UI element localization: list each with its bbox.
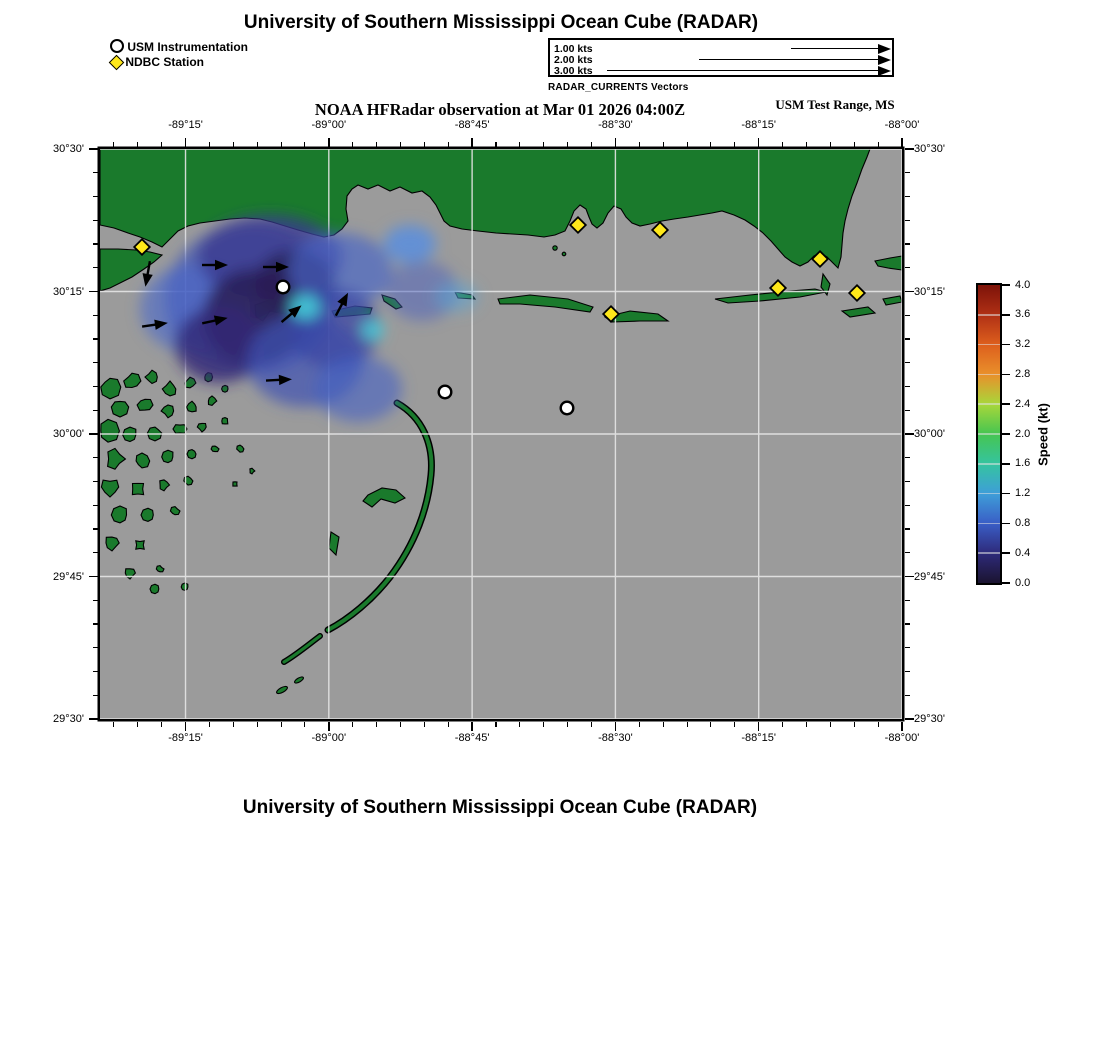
lat-tick-label: 30°00': [914, 428, 945, 440]
axis-tick: [89, 576, 98, 578]
axis-tick: [878, 142, 879, 147]
lon-tick-label: -88°00': [884, 119, 920, 131]
map: [100, 149, 902, 719]
colorbar-tick: [1001, 463, 1010, 465]
axis-tick: [905, 220, 910, 221]
vector-scale-line: [699, 59, 878, 61]
colorbar-tick: [1001, 552, 1010, 554]
axis-tick: [615, 138, 617, 147]
axis-tick: [905, 196, 910, 197]
colorbar-tick: [1001, 403, 1010, 405]
axis-tick: [93, 220, 98, 221]
axis-tick: [687, 722, 688, 727]
axis-tick: [137, 722, 138, 727]
axis-tick: [905, 386, 910, 387]
colorbar-tick-label: 0.0: [1015, 576, 1031, 589]
axis-tick: [113, 722, 114, 727]
colorbar-label: Speed (kt): [1035, 403, 1051, 466]
colorbar-tick-label: 3.6: [1015, 308, 1031, 321]
axis-tick: [495, 142, 496, 147]
axis-tick: [233, 722, 234, 727]
axis-tick: [905, 267, 910, 268]
colorbar-tick-label: 4.0: [1015, 278, 1031, 291]
axis-tick: [89, 148, 98, 150]
usm-instrumentation-icon: [110, 39, 124, 53]
axis-tick: [93, 647, 98, 648]
axis-tick: [93, 362, 98, 363]
axis-tick: [543, 142, 544, 147]
lon-tick-label: -88°15': [741, 119, 777, 131]
axis-tick: [905, 148, 914, 150]
axis-tick: [376, 142, 377, 147]
axis-tick: [905, 362, 910, 363]
axis-tick: [328, 138, 330, 147]
axis-tick: [352, 142, 353, 147]
axis-tick: [758, 138, 760, 147]
lon-tick-label: -89°15': [168, 732, 203, 744]
vector-scale-line: [791, 48, 878, 50]
axis-tick: [93, 600, 98, 601]
usm-instrument-marker: [277, 281, 290, 294]
legend-item-usm: [110, 39, 248, 53]
axis-tick: [93, 481, 98, 482]
axis-tick: [93, 695, 98, 696]
axis-tick: [281, 722, 282, 727]
axis-tick: [304, 722, 305, 727]
colorbar-tick-label: 2.0: [1015, 427, 1031, 440]
vector-scale-arrowhead-icon: [878, 44, 891, 54]
axis-tick: [905, 576, 914, 578]
axis-tick: [352, 722, 353, 727]
axis-tick: [543, 722, 544, 727]
colorbar-tick: [1001, 582, 1010, 584]
vector-scale-label: 3.00 kts: [554, 64, 593, 77]
axis-tick: [901, 138, 903, 147]
axis-tick: [400, 142, 401, 147]
colorbar-tick-cross: [978, 314, 1000, 316]
axis-tick: [519, 142, 520, 147]
lon-tick-label: -88°15': [741, 732, 777, 744]
axis-tick: [376, 722, 377, 727]
axis-tick: [663, 722, 664, 727]
axis-tick: [806, 142, 807, 147]
axis-tick: [734, 722, 735, 727]
axis-tick: [471, 138, 473, 147]
axis-tick: [758, 722, 760, 731]
lat-tick-label: 29°30': [914, 713, 945, 725]
colorbar-tick: [1001, 344, 1010, 346]
axis-tick: [905, 623, 910, 624]
lat-tick-label: 30°30': [914, 143, 945, 155]
axis-tick: [639, 722, 640, 727]
colorbar-tick-cross: [978, 523, 1000, 525]
lat-tick-label: 30°30': [53, 143, 84, 155]
lon-tick-label: -88°45': [454, 732, 490, 744]
axis-tick: [233, 142, 234, 147]
colorbar-tick: [1001, 523, 1010, 525]
axis-tick: [93, 338, 98, 339]
colorbar-tick: [1001, 433, 1010, 435]
axis-tick: [905, 410, 910, 411]
vector-scale-arrowhead-icon: [878, 66, 891, 76]
axis-tick: [424, 722, 425, 727]
axis-tick: [591, 142, 592, 147]
axis-tick: [93, 552, 98, 553]
colorbar-tick-cross: [978, 433, 1000, 435]
axis-tick: [901, 722, 903, 731]
axis-tick: [663, 142, 664, 147]
lon-tick-label: -89°00': [311, 119, 347, 131]
colorbar-tick-label: 0.8: [1015, 516, 1031, 529]
axis-tick: [905, 505, 910, 506]
axis-tick: [93, 172, 98, 173]
axis-tick: [519, 722, 520, 727]
lat-tick-label: 29°30': [53, 713, 84, 725]
vector-scale-box: [548, 38, 894, 77]
axis-tick: [137, 142, 138, 147]
vector-scale-line: [607, 70, 878, 72]
lon-tick-label: -89°15': [168, 119, 203, 131]
axis-tick: [905, 671, 910, 672]
lon-tick-label: -88°30': [598, 119, 633, 131]
colorbar-tick: [1001, 493, 1010, 495]
axis-tick: [448, 142, 449, 147]
lon-tick-label: -88°45': [454, 119, 490, 131]
axis-tick: [854, 142, 855, 147]
ndbc-station-marker: [652, 222, 668, 238]
lon-tick-label: -88°00': [884, 732, 920, 744]
colorbar-tick-label: 0.4: [1015, 546, 1031, 559]
axis-tick: [89, 291, 98, 293]
lat-tick-label: 30°00': [53, 428, 84, 440]
axis-tick: [905, 528, 910, 529]
axis-tick: [639, 142, 640, 147]
axis-tick: [113, 142, 114, 147]
axis-tick: [161, 142, 162, 147]
axis-tick: [830, 722, 831, 727]
axis-tick: [209, 722, 210, 727]
axis-tick: [93, 410, 98, 411]
colorbar-tick-label: 3.2: [1015, 338, 1031, 351]
axis-tick: [905, 243, 910, 244]
legend-item-ndbc: [111, 55, 204, 69]
map-svg: [100, 149, 902, 719]
axis-tick: [854, 722, 855, 727]
colorbar-tick: [1001, 314, 1010, 316]
axis-tick: [400, 722, 401, 727]
axis-tick: [93, 457, 98, 458]
axis-tick: [615, 722, 617, 731]
axis-tick: [905, 291, 914, 293]
ndbc-station-marker: [570, 217, 586, 233]
vector-scale-label: 1.00 kts: [554, 42, 593, 55]
axis-tick: [185, 722, 187, 731]
lat-tick-label: 29°45': [914, 570, 945, 583]
axis-tick: [328, 722, 330, 731]
axis-tick: [93, 386, 98, 387]
legend-label-usm: USM Instrumentation: [127, 40, 249, 54]
axis-tick: [281, 142, 282, 147]
lat-tick-label: 30°15': [53, 285, 84, 298]
axis-tick: [89, 433, 98, 435]
axis-tick: [591, 722, 592, 727]
axis-tick: [710, 142, 711, 147]
axis-tick: [93, 671, 98, 672]
axis-tick: [257, 142, 258, 147]
colorbar-tick-cross: [978, 463, 1000, 465]
axis-tick: [710, 722, 711, 727]
colorbar-tick-cross: [978, 552, 1000, 554]
axis-tick: [257, 722, 258, 727]
axis-tick: [93, 315, 98, 316]
axis-tick: [471, 722, 473, 731]
colorbar-tick: [1001, 374, 1010, 376]
axis-tick: [830, 142, 831, 147]
colorbar-tick-cross: [978, 374, 1000, 376]
axis-tick: [448, 722, 449, 727]
axis-tick: [567, 142, 568, 147]
axis-tick: [89, 718, 98, 720]
colorbar-tick-cross: [978, 493, 1000, 495]
axis-tick: [93, 505, 98, 506]
range-label: USM Test Range, MS: [775, 97, 895, 112]
lon-tick-label: -89°00': [311, 732, 347, 744]
axis-tick: [734, 142, 735, 147]
vector-scale-caption: RADAR_CURRENTS Vectors: [548, 82, 689, 93]
axis-tick: [93, 243, 98, 244]
axis-tick: [687, 142, 688, 147]
axis-tick: [782, 722, 783, 727]
axis-tick: [905, 552, 910, 553]
axis-tick: [905, 315, 910, 316]
colorbar-tick-label: 2.4: [1015, 397, 1031, 410]
axis-tick: [424, 142, 425, 147]
bottom-title: University of Southern Mississippi Ocean Cube (RADAR): [242, 797, 758, 818]
ndbc-station-icon: [109, 55, 125, 71]
axis-tick: [161, 722, 162, 727]
colorbar-tick-label: 1.6: [1015, 457, 1031, 470]
axis-tick: [495, 722, 496, 727]
lat-tick-label: 30°15': [914, 285, 945, 298]
axis-tick: [806, 722, 807, 727]
axis-tick: [304, 142, 305, 147]
axis-tick: [185, 138, 187, 147]
axis-tick: [93, 196, 98, 197]
axis-tick: [905, 481, 910, 482]
legend-label-ndbc: NDBC Station: [125, 55, 205, 69]
current-speed-field: [140, 215, 479, 422]
lat-tick-label: 29°45': [53, 570, 84, 583]
colorbar-tick: [1001, 284, 1010, 286]
axis-tick: [905, 695, 910, 696]
page-title: University of Southern Mississippi Ocean Cube (RADAR): [243, 12, 759, 33]
axis-tick: [93, 623, 98, 624]
axis-tick: [905, 647, 910, 648]
colorbar-tick-label: 2.8: [1015, 367, 1031, 380]
colorbar-tick-cross: [978, 344, 1000, 346]
axis-tick: [878, 722, 879, 727]
colorbar-tick-cross: [978, 403, 1000, 405]
usm-instrument-marker: [439, 386, 452, 399]
axis-tick: [905, 172, 910, 173]
axis-tick: [567, 722, 568, 727]
axis-tick: [93, 267, 98, 268]
vector-scale-label: 2.00 kts: [554, 53, 593, 66]
axis-tick: [905, 718, 914, 720]
vector-scale-arrowhead-icon: [878, 55, 891, 65]
observation-subtitle: NOAA HFRadar observation at Mar 01 2026 04:00Z: [314, 100, 686, 119]
usm-instrument-marker: [561, 402, 574, 415]
axis-tick: [905, 457, 910, 458]
colorbar-tick-label: 1.2: [1015, 487, 1031, 500]
ndbc-station-marker: [849, 285, 865, 301]
lon-tick-label: -88°30': [598, 732, 633, 744]
axis-tick: [905, 338, 910, 339]
axis-tick: [209, 142, 210, 147]
axis-tick: [782, 142, 783, 147]
axis-tick: [93, 528, 98, 529]
axis-tick: [905, 600, 910, 601]
axis-tick: [905, 433, 914, 435]
